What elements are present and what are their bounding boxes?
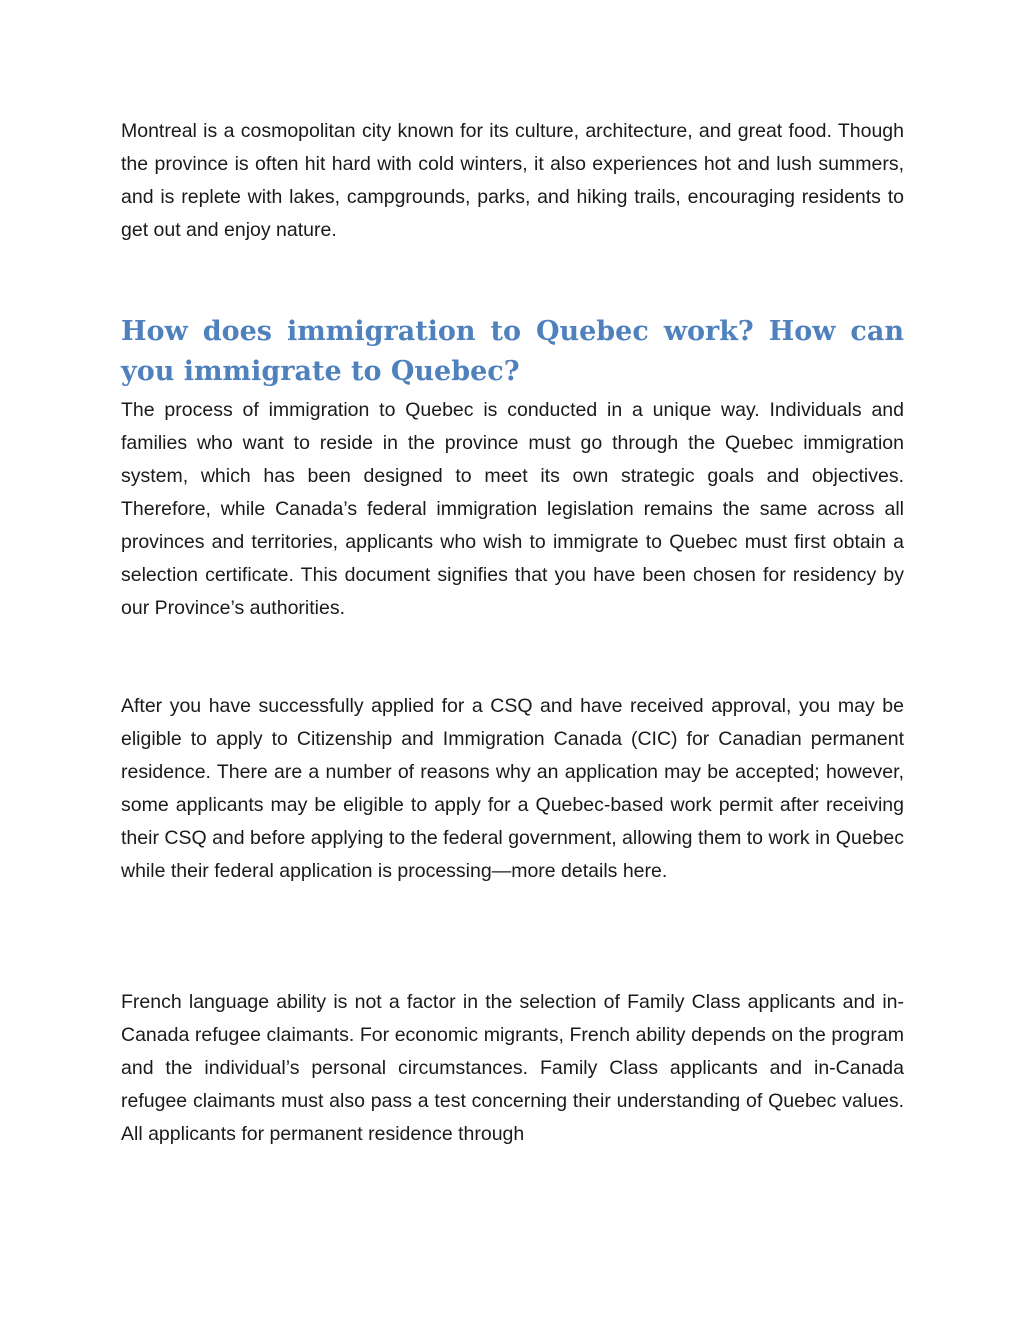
process-paragraph: The process of immigration to Quebec is conducted in a unique way. Individuals and families who want to reside in the province must go through the Quebec immigration system, which has been designed to meet its own strategic goals and objectives. Therefore, while Canada’s federal immigration legislation remains the same across all provinces and territories, applicants who wish to immigrate to Quebec must first obtain a selection certificate. This document signifies that you have been chosen for residency by our Province’s authorities. xyxy=(121,399,904,619)
french-language-paragraph: French language ability is not a factor in the selection of Family Class applicants and in-Canada refugee claimants. For economic migrants, French ability depends on the program and the individual’s personal circumstances. Family Class applicants and in-Canada refugee claimants must also pass a test concerning their understanding of Quebec values. All applicants for permanent residence through xyxy=(121,991,904,1145)
section-heading: How does immigration to Quebec work? How can you immigrate to Quebec? xyxy=(121,316,904,387)
csq-paragraph: After you have successfully applied for a CSQ and have received approval, you may be eligible to apply to Citizenship and Immigration Canada (CIC) for Canadian permanent residence. There are a number of reasons why an application may be accepted; however, some applicants may be eligible to apply for a Quebec-based work permit after receiving their CSQ and before applying to the federal government, allowing them to work in Quebec while their federal application is processing—more details here. xyxy=(121,695,904,882)
intro-paragraph: Montreal is a cosmopolitan city known for its culture, architecture, and great food. Though the province is often hit hard with cold winters, it also experiences hot and lush summers, and is replete with lakes, campgrounds, parks, and hiking trails, encouraging residents to get out and enjoy nature. xyxy=(121,120,904,241)
